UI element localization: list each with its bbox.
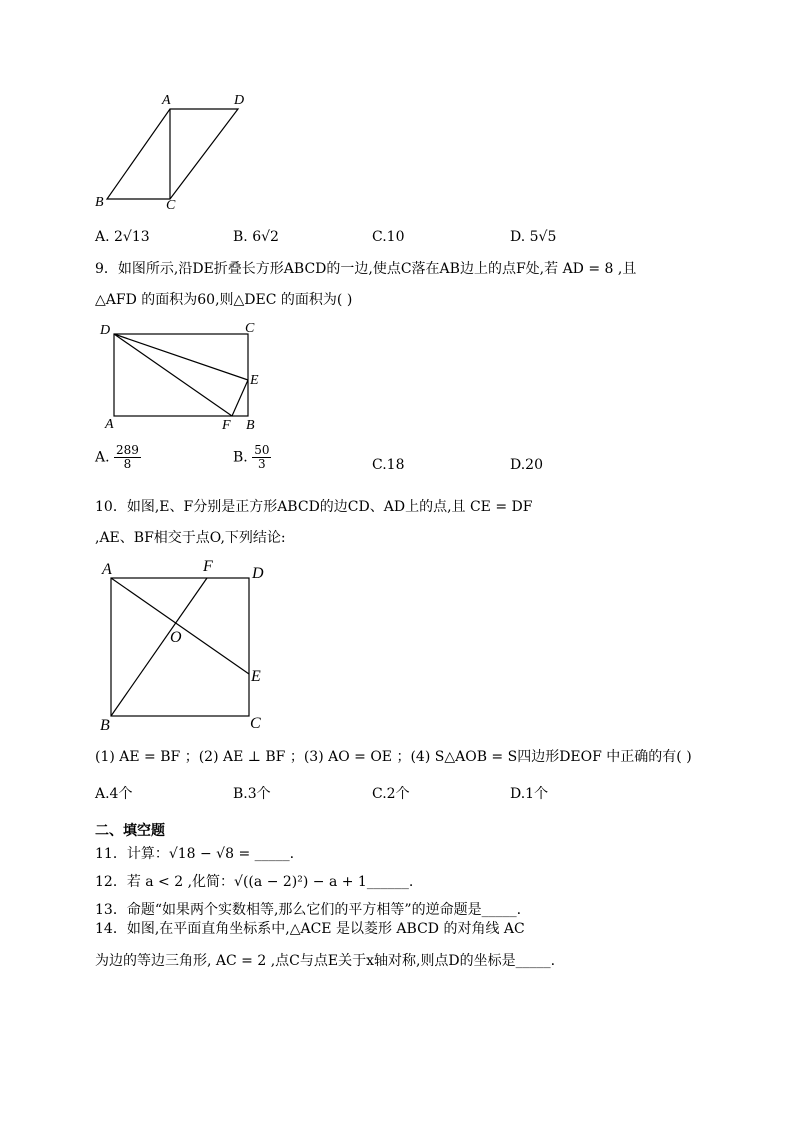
q9-label-d: D bbox=[100, 323, 111, 338]
q9-stem-line2: △AFD 的面积为60,则△DEC 的面积为( ) bbox=[95, 292, 353, 308]
q9-option-a-denominator: 8 bbox=[123, 457, 132, 471]
q9-option-a-numerator: 289 bbox=[116, 443, 139, 457]
q8-parallelogram-figure bbox=[100, 100, 250, 210]
q9-option-d[interactable]: D.20 bbox=[510, 457, 543, 473]
q8-option-b[interactable]: B. 6√2 bbox=[233, 229, 279, 245]
q14-line1: 14．如图,在平面直角坐标系中,△ACE 是以菱形 ABCD 的对角线 AC bbox=[95, 921, 525, 937]
q10-label-a: A bbox=[102, 561, 112, 578]
q13-text: 13．命题“如果两个实数相等,那么它们的平方相等”的逆命题是_____. bbox=[95, 902, 522, 918]
q9-label-b: B bbox=[246, 418, 255, 433]
q8-option-a[interactable]: A. 2√13 bbox=[95, 229, 150, 245]
q9-label-c: C bbox=[245, 321, 255, 336]
q9-stem-line1: 9．如图所示,沿DE折叠长方形ABCD的一边,使点C落在AB边上的点F处,若 AD = 8 ,且 bbox=[95, 261, 637, 277]
q9-option-b-fraction bbox=[252, 444, 271, 471]
q10-label-c: C bbox=[250, 715, 261, 732]
q10-square-figure bbox=[105, 570, 255, 725]
q10-stem-line2: ,AE、BF相交于点O,下列结论: bbox=[95, 530, 286, 546]
q10-label-b: B bbox=[100, 717, 110, 734]
q10-label-d: D bbox=[252, 565, 264, 582]
q10-conclusions: (1) AE = BF ；(2) AE ⊥ BF ；(3) AO = OE ；(4) S△AOB = S四边形DEOF 中正确的有( ) bbox=[95, 749, 692, 765]
q9-option-b[interactable] bbox=[233, 444, 271, 471]
q10-label-o: O bbox=[170, 629, 182, 646]
q9-option-a-fraction bbox=[114, 444, 141, 471]
q9-option-a-prefix: A. bbox=[95, 449, 110, 466]
q8-label-b: B bbox=[95, 195, 104, 210]
q8-parallelogram bbox=[107, 109, 238, 199]
q8-option-d[interactable]: D. 5√5 bbox=[510, 229, 557, 245]
q9-option-c[interactable]: C.18 bbox=[372, 457, 405, 473]
q10-option-a[interactable]: A.4个 bbox=[95, 786, 133, 802]
q10-option-d[interactable]: D.1个 bbox=[510, 786, 549, 802]
q10-stem-line1: 10．如图,E、F分别是正方形ABCD的边CD、AD上的点,且 CE = DF bbox=[95, 499, 533, 515]
q8-label-a: A bbox=[162, 93, 171, 108]
q9-option-b-numerator: 50 bbox=[254, 443, 270, 457]
q10-option-b[interactable]: B.3个 bbox=[233, 786, 271, 802]
q9-option-b-prefix: B. bbox=[233, 449, 248, 466]
q9-rectangle-figure bbox=[108, 328, 258, 423]
q10-line-ae bbox=[111, 578, 249, 674]
q8-label-c: C bbox=[166, 198, 176, 213]
q12-text: 12．若 a < 2 ,化简：√((a − 2)²) − a + 1______. bbox=[95, 874, 414, 890]
q9-label-f: F bbox=[222, 418, 231, 433]
q8-option-c[interactable]: C.10 bbox=[372, 229, 405, 245]
q10-option-c[interactable]: C.2个 bbox=[372, 786, 410, 802]
q9-option-a[interactable] bbox=[95, 444, 141, 471]
section-heading-fill-in: 二、填空题 bbox=[95, 823, 165, 839]
q9-line-df bbox=[114, 334, 232, 416]
q9-option-b-denominator: 3 bbox=[258, 457, 266, 471]
q14-line2: 为边的等边三角形, AC = 2 ,点C与点E关于x轴对称,则点D的坐标是_____. bbox=[95, 953, 556, 969]
q10-square bbox=[111, 578, 249, 716]
q10-line-bf bbox=[111, 578, 207, 716]
q9-line-de bbox=[114, 334, 248, 380]
q10-label-f: F bbox=[203, 558, 213, 575]
q9-label-a: A bbox=[105, 417, 114, 432]
q8-label-d: D bbox=[234, 93, 245, 108]
q9-rectangle bbox=[114, 334, 248, 416]
q10-label-e: E bbox=[251, 668, 261, 685]
q11-text: 11．计算：√18 − √8 = _____. bbox=[95, 846, 295, 862]
q9-line-fe bbox=[232, 380, 248, 416]
q9-label-e: E bbox=[250, 373, 259, 388]
